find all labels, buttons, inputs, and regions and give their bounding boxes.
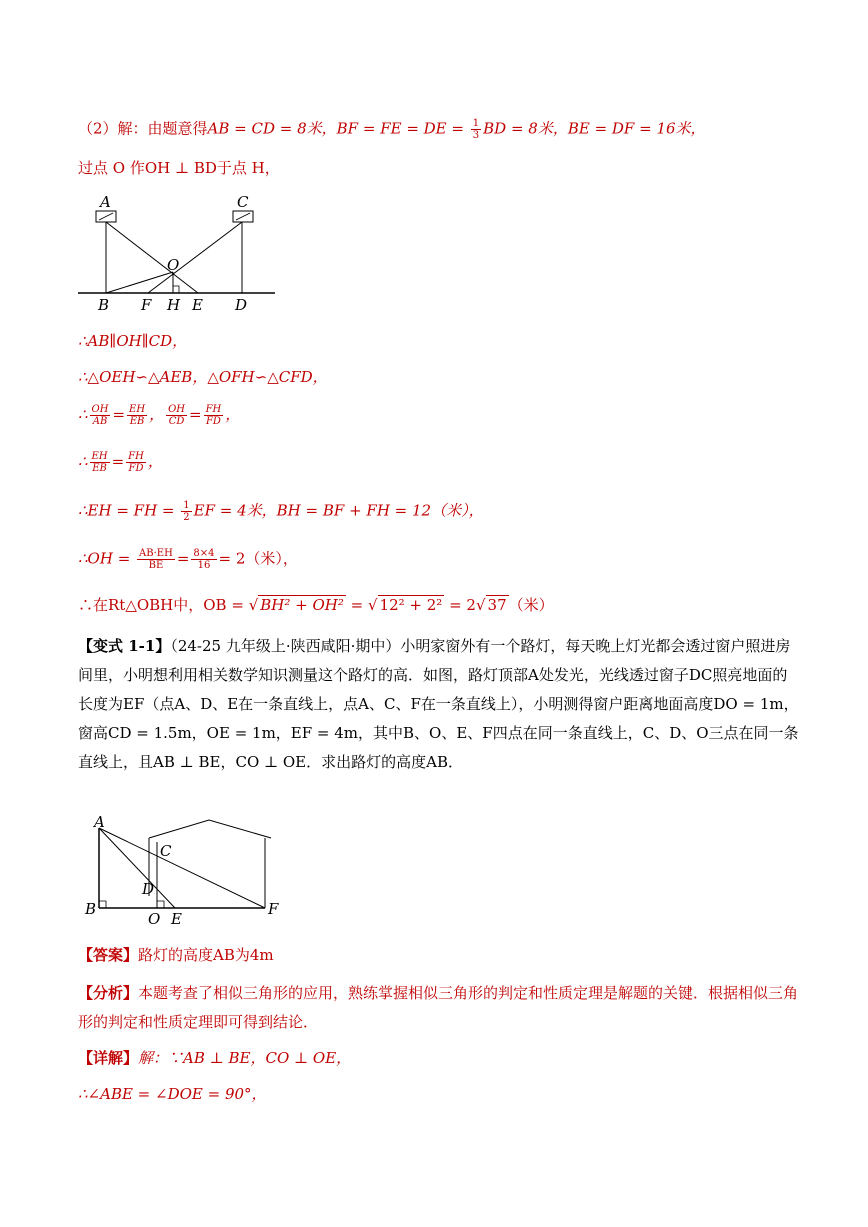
label-h: H: [167, 296, 181, 314]
fraction-one-third: [471, 118, 481, 141]
analysis-paragraph: [78, 979, 800, 1037]
frac-den: BE: [148, 560, 164, 571]
unit: （米）: [508, 596, 554, 614]
step-parallel: [78, 331, 187, 351]
oh-result: = 2（米），: [218, 549, 298, 568]
frac-eh-eb: [90, 451, 110, 474]
sqrt-sign: √: [475, 596, 486, 614]
bh-text: EF = 4米，BH = BF + FH = 12（米），: [193, 501, 484, 520]
label-b: B: [85, 900, 97, 918]
frac-den: EB: [92, 463, 107, 474]
eq1-rest: BD = 8米，BE = DF = 16米，: [483, 119, 706, 138]
sqrt-sign: √: [248, 596, 259, 614]
frac-num: EH: [91, 451, 108, 462]
intro-text: （2）解：由题意得: [78, 119, 208, 138]
step-ratio-eq: [78, 451, 163, 474]
roof: [149, 820, 271, 838]
frac-oh-ab: [90, 404, 111, 427]
label-a: A: [94, 813, 105, 831]
label-e: E: [171, 910, 182, 927]
step-ratios: [78, 404, 240, 427]
frac-num: OH: [168, 404, 186, 415]
frac-8x4-16: [191, 548, 216, 571]
answer-tag: 【答案】: [78, 946, 139, 964]
frac-fh-fd: [204, 404, 224, 427]
right-angle-h: [173, 286, 179, 293]
step-ob: [78, 595, 554, 615]
label-f: F: [268, 900, 279, 918]
sqrt-radicand-2: 12² + 2²: [379, 596, 443, 614]
frac-ab-eh-be: [137, 548, 175, 571]
frac-num: FH: [205, 404, 222, 415]
equals: =: [345, 596, 368, 614]
frac-den: FD: [128, 463, 144, 474]
step-similar: [78, 367, 328, 387]
frac-one-half: [181, 500, 191, 523]
frac-den: 3: [472, 130, 480, 141]
answer-line: [78, 945, 274, 965]
coefficient: = 2: [444, 596, 476, 614]
variant-text: （24-25 九年级上·陕西咸阳·期中）小明家窗外有一个路灯，每天晚上灯光都会透过窗户照进房间里，小明想利用相关数学知识测量这个路灯的高．如图，路灯顶部A处发光，光线透过窗子DC照亮地面的长度为EF（点A、D、E在一条直线上，点A、C、F在一条直线上），小明测得窗户距离地面高度DO = 1m，窗高CD = 1.5m，OE = 1m，EF = 4m，其中B、O、E、F四点在同一条直线上，C、D、O三点在同一条直线上，且AB ⊥ BE，CO ⊥ OE．求出路灯的高度AB．: [78, 637, 799, 771]
solution-line-2: [78, 158, 280, 178]
label-f: F: [141, 296, 152, 314]
frac-den: CD: [168, 416, 185, 427]
frac-den: 16: [197, 560, 211, 571]
frac-oh-cd: [166, 404, 187, 427]
figure-2-house-lamp: [82, 812, 292, 927]
right-angle-o: [157, 901, 164, 908]
frac-num: 1: [472, 118, 480, 129]
line-ae: [106, 222, 198, 293]
parallel-text: ∴AB∥OH∥CD，: [78, 332, 188, 350]
comma: ，: [225, 405, 241, 424]
right-angle-b: [99, 901, 106, 908]
step-oh: ∴OH = $\frac{AB\cdot EH}{BE}$ = $\frac{8\times 4}{16}$ = 2（米），: [78, 548, 298, 571]
light-ray-af: [99, 828, 265, 908]
solution-line-1: [78, 118, 706, 141]
label-a: A: [100, 193, 111, 211]
frac-fh-fd: [126, 451, 146, 474]
line-bo: [106, 272, 173, 293]
sqrt-sign: √: [367, 596, 378, 614]
analysis-tag: 【分析】: [78, 984, 139, 1002]
frac-den: FD: [205, 416, 221, 427]
eh-text: ∴EH = FH =: [78, 501, 180, 520]
comma: ，: [147, 452, 163, 471]
detail-text-2: ∴∠ABE = ∠DOE = 90°，: [78, 1085, 267, 1103]
detail-line-1: [78, 1048, 351, 1068]
step-eh-fh: [78, 500, 484, 523]
label-d: D: [142, 880, 155, 898]
figure-1-streetlights: [78, 190, 278, 315]
frac-num: OH: [91, 404, 109, 415]
label-o: O: [148, 910, 161, 927]
variant-problem: [78, 632, 800, 777]
frac-num: EH: [129, 404, 146, 415]
line-cf: [148, 222, 242, 293]
frac-den: EB: [129, 416, 145, 427]
answer-text: 路灯的高度AB为4m: [138, 946, 274, 964]
equals: =: [111, 452, 125, 471]
therefore-sign: ∴: [78, 405, 88, 424]
eq1-text: AB = CD = 8米，BF = FE = DE =: [207, 119, 469, 138]
label-c: C: [237, 193, 249, 211]
frac-num: AB·EH: [139, 548, 173, 559]
label-o: O: [167, 256, 180, 274]
ob-text: ∴在Rt△OBH中，OB =: [78, 596, 249, 614]
similar-text: ∴△OEH∽△AEB，△OFH∽△CFD，: [78, 368, 328, 386]
therefore-sign: ∴: [78, 452, 88, 471]
label-c: C: [160, 842, 172, 860]
frac-num: 1: [183, 500, 190, 511]
analysis-text: 本题考查了相似三角形的应用，熟练掌握相似三角形的判定和性质定理是解题的关键．根据相似三角形的判定和性质定理即可得到结论．: [78, 984, 799, 1031]
sqrt-radicand-3: 37: [487, 596, 507, 614]
separator: ，: [149, 405, 165, 424]
construction-text: 过点 O 作OH ⊥ BD于点 H，: [78, 159, 280, 177]
label-e: E: [192, 296, 203, 314]
frac-num: FH: [128, 451, 144, 462]
frac-eh-eb: [127, 404, 147, 427]
oh-text: ∴OH =: [78, 549, 136, 568]
equals: =: [189, 405, 202, 424]
equals: =: [112, 405, 126, 424]
variant-tag: 【变式 1-1】: [78, 637, 171, 655]
detail-text-1: 解：∵AB ⊥ BE，CO ⊥ OE，: [138, 1049, 352, 1067]
frac-den: 2: [183, 512, 190, 523]
sqrt-radicand-1: BH² + OH²: [260, 596, 344, 614]
label-b: B: [98, 296, 110, 314]
frac-num: 8×4: [193, 548, 215, 559]
frac-den: AB: [92, 416, 108, 427]
light-ray-ae: [99, 828, 175, 908]
detail-line-2: [78, 1084, 267, 1104]
detail-tag: 【详解】: [78, 1049, 139, 1067]
label-d: D: [235, 296, 248, 314]
